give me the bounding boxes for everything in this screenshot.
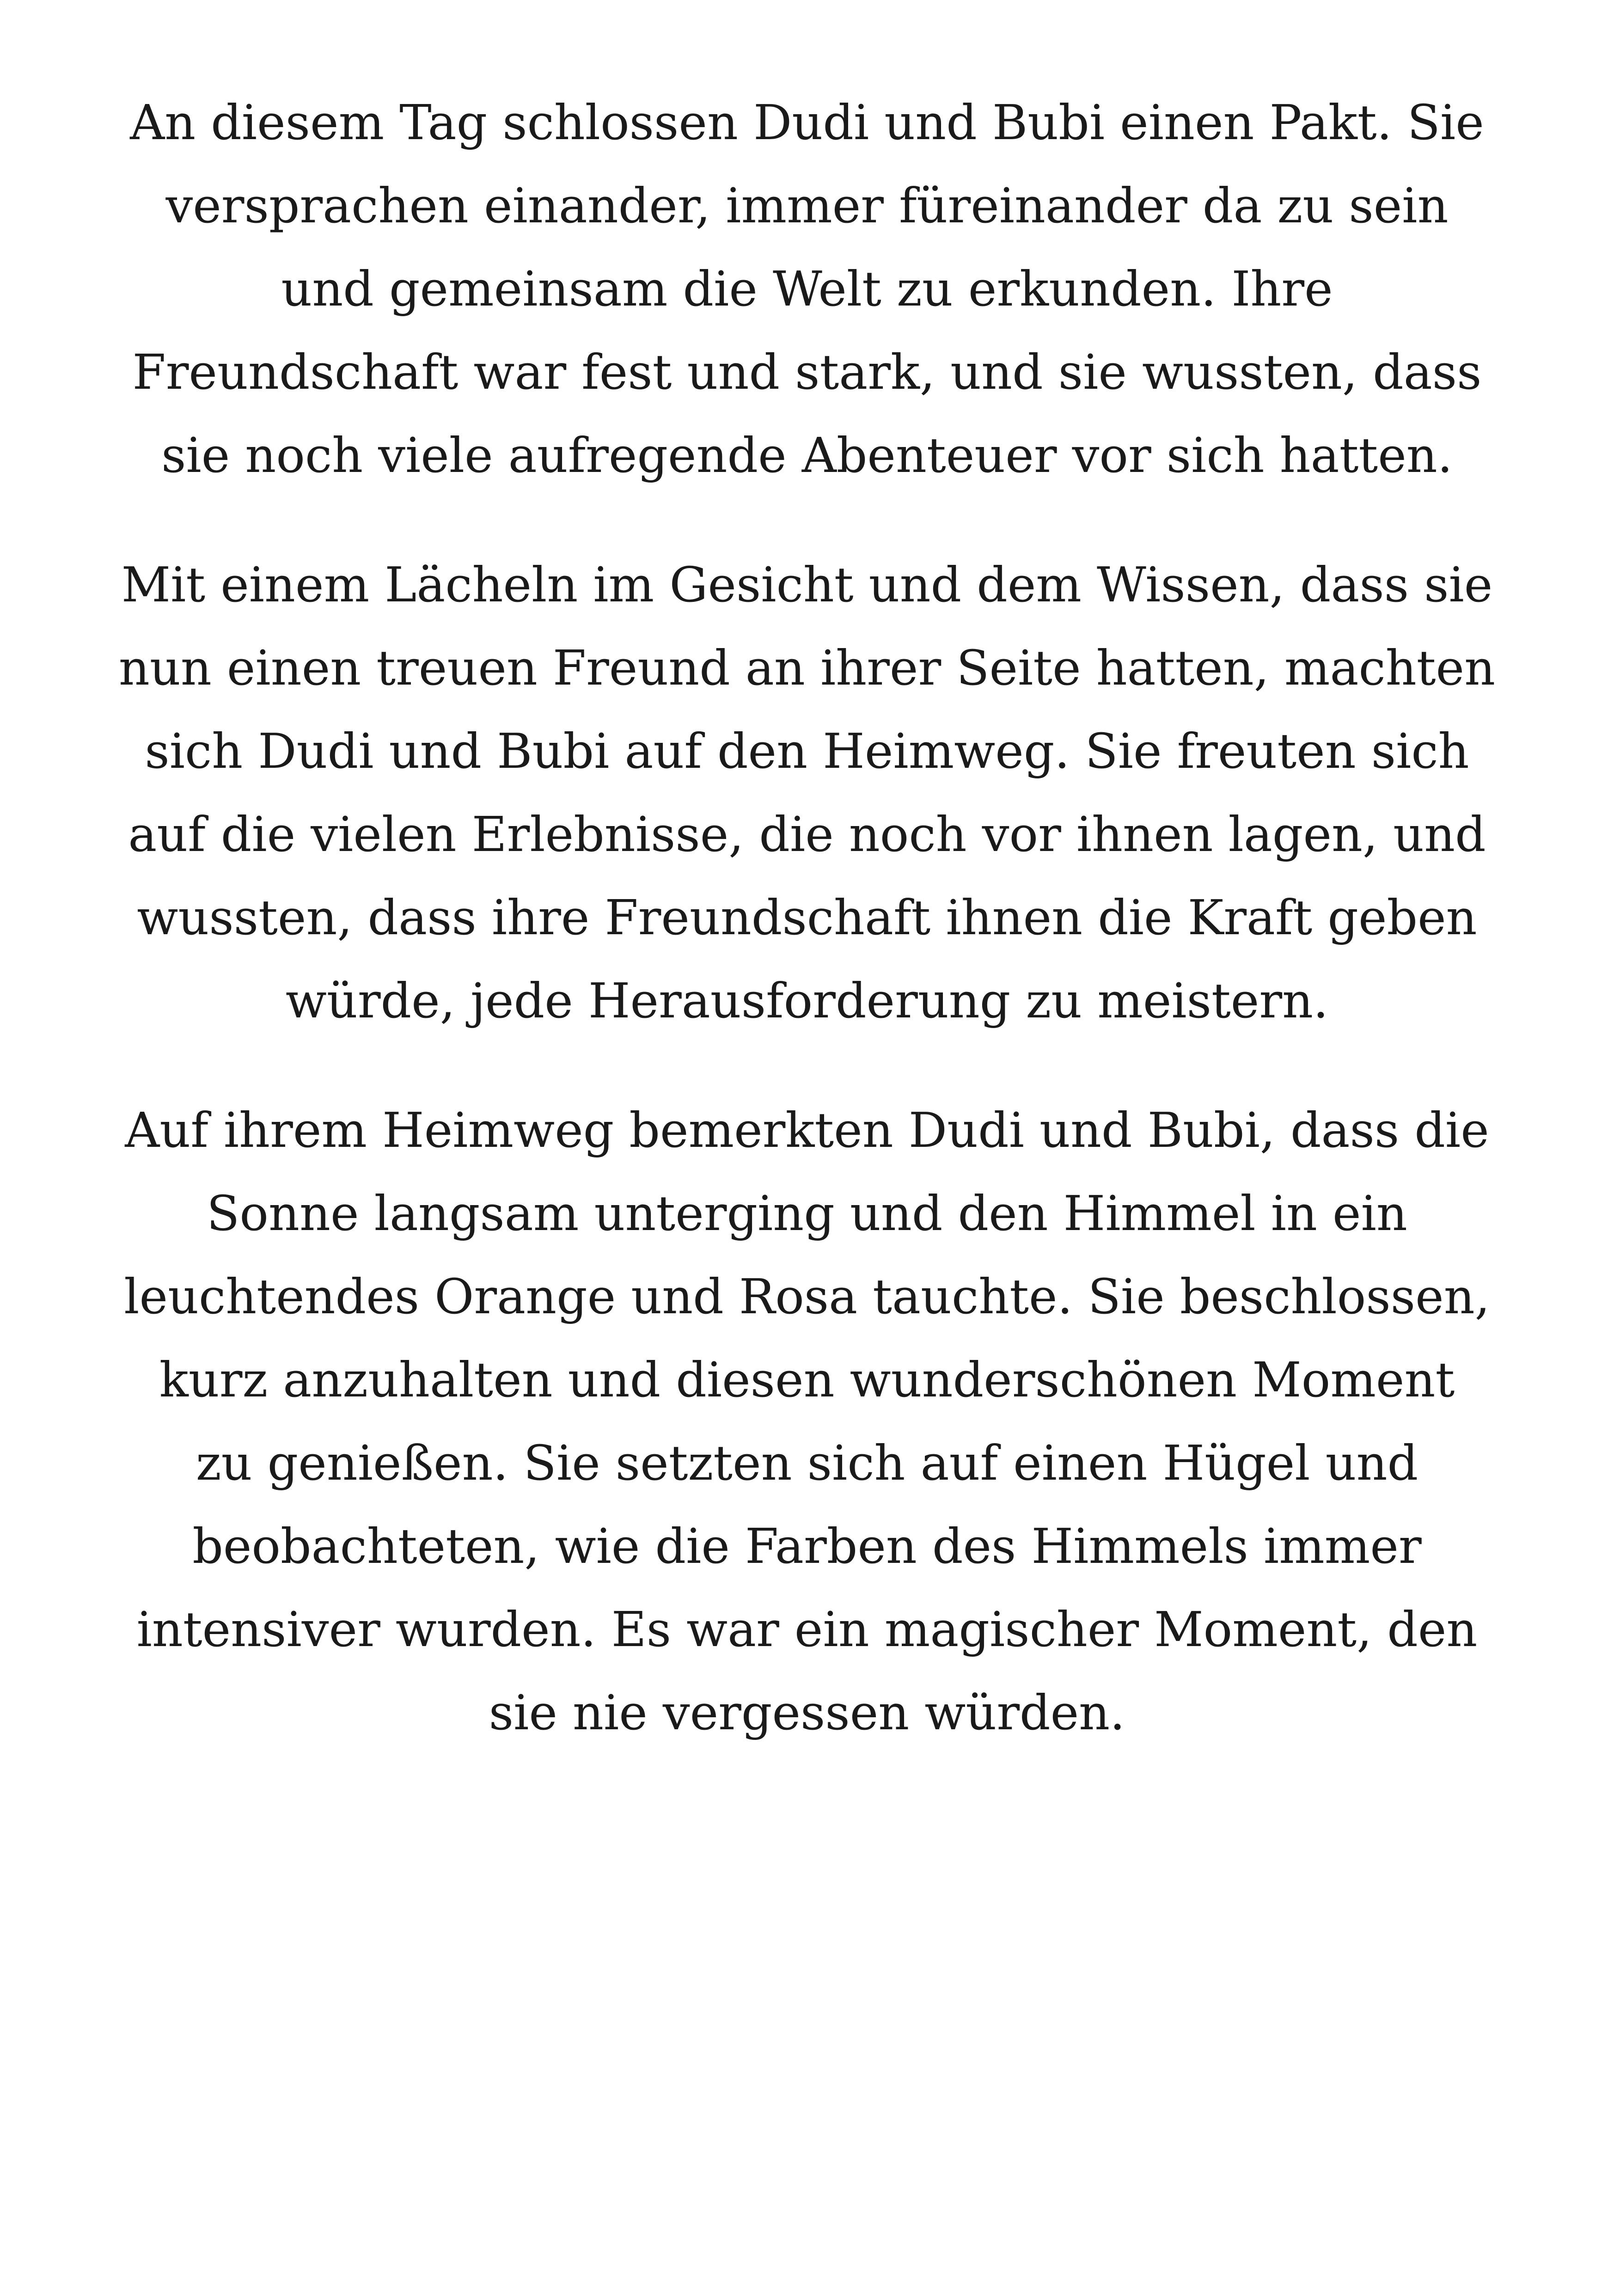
text-line: kurz anzuhalten und diesen wunderschönen Moment <box>159 1352 1455 1408</box>
paragraph-pact <box>111 81 1503 497</box>
text-line: würde, jede Herausforderung zu meistern. <box>285 973 1329 1029</box>
text-line: versprachen einander, immer füreinander da zu sein <box>165 178 1449 234</box>
text-line: Mit einem Lächeln im Gesicht und dem Wissen, dass sie <box>121 557 1493 613</box>
text-line: An diesem Tag schlossen Dudi und Bubi einen Pakt. Sie <box>130 94 1484 151</box>
text-line: sich Dudi und Bubi auf den Heimweg. Sie freuten sich <box>145 723 1469 779</box>
paragraph-sunset <box>111 1089 1503 1754</box>
text-line: wussten, dass ihre Freundschaft ihnen die Kraft geben <box>137 889 1477 946</box>
text-line: leuchtendes Orange und Rosa tauchte. Sie beschlossen, <box>124 1268 1490 1325</box>
text-line: intensiver wurden. Es war ein magischer Moment, den <box>136 1601 1478 1658</box>
text-line: beobachteten, wie die Farben des Himmels immer <box>192 1518 1422 1574</box>
text-line: sie noch viele aufregende Abenteuer vor sich hatten. <box>161 427 1453 484</box>
text-line: auf die vielen Erlebnisse, die noch vor ihnen lagen, und <box>128 806 1486 863</box>
text-line: Auf ihrem Heimweg bemerkten Dudi und Bubi, dass die <box>125 1102 1489 1158</box>
paragraph-way-home <box>111 543 1503 1042</box>
text-line: und gemeinsam die Welt zu erkunden. Ihre <box>281 261 1333 317</box>
text-line: sie nie vergessen würden. <box>489 1684 1125 1741</box>
text-line: Freundschaft war fest und stark, und sie wussten, dass <box>132 344 1482 400</box>
text-line: nun einen treuen Freund an ihrer Seite hatten, machten <box>118 640 1496 696</box>
text-line: Sonne langsam unterging und den Himmel in ein <box>207 1185 1407 1242</box>
text-line: zu genießen. Sie setzten sich auf einen Hügel und <box>196 1435 1418 1491</box>
